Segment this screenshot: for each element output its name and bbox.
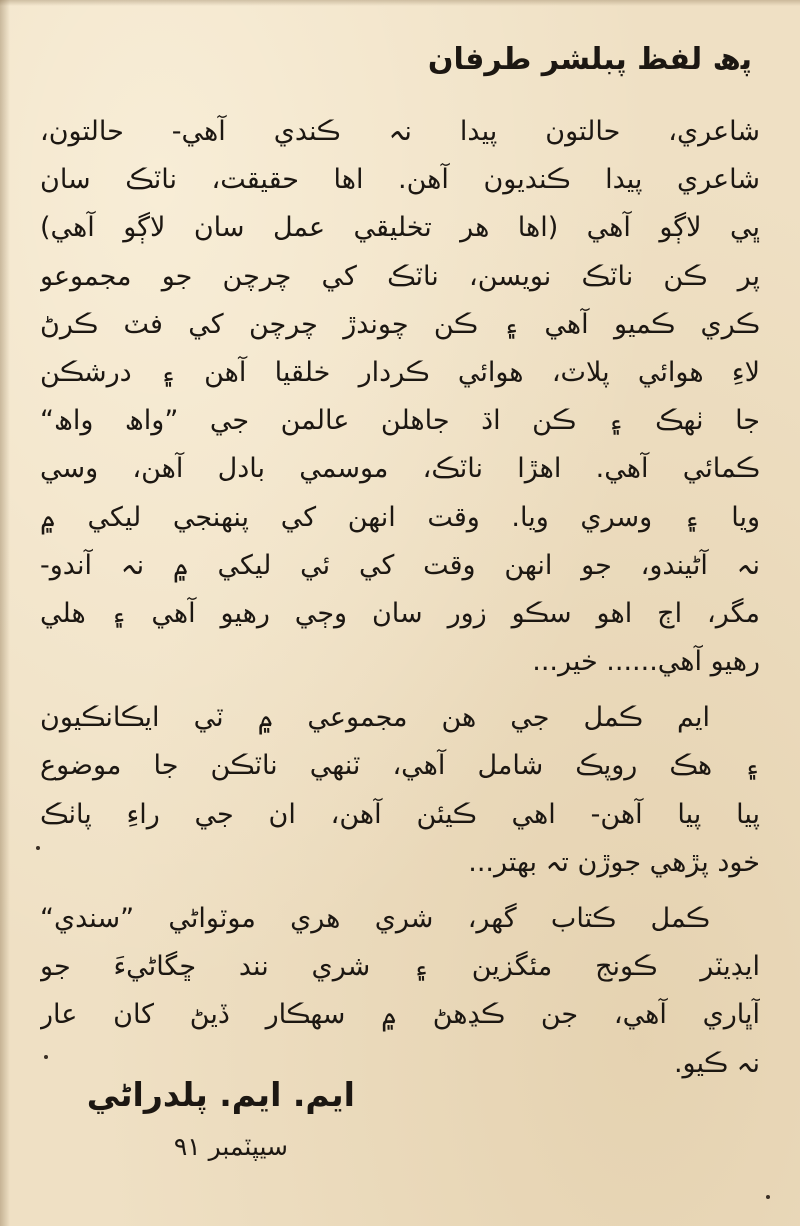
text-line: شاعري، حالتون پيدا نہ ڪندي آهي- حالتون، <box>40 116 760 147</box>
text-line: نہ آڻيندو، جو انهن وقت کي ئي ليکي ۾ نہ آندو- <box>40 549 760 581</box>
text-line: شاعري پيدا ڪنديون آهن. اها حقيقت، ناٽڪ سان <box>40 164 760 196</box>
date-line: سيپٽمبر ۹۱ <box>173 1132 288 1161</box>
paragraph-3 <box>40 895 760 1088</box>
paragraph-gap <box>40 887 760 895</box>
text-line: ڪري ڪميو آهي ۽ ڪن چوندڙ چرچن کي فٽ ڪرڻ <box>40 308 760 340</box>
text-line: ڪمائي آهي. اهڙا ناٽڪ، موسمي بادل آهن، وسي <box>40 453 760 485</box>
author-signature: ايم. ايم. ﭘﻠﺪراڻي <box>86 1075 355 1114</box>
text-line: ايڊيٽر ڪونج مئگزين ۽ شري نند ڇگاڻيءَ جو <box>40 951 760 983</box>
print-speck <box>766 1195 770 1199</box>
text-line: نہ ڪيو. <box>673 1047 760 1079</box>
text-line: پر ڪن ناٽڪ نويسن، ناٽڪ کي چرچن جو مجموعو <box>40 260 760 292</box>
print-speck <box>36 846 40 850</box>
text-line: آڀاري آهي، جن ڪڍهڻ ۾ سهڪار ڏيڻ کان عار <box>40 999 760 1031</box>
text-line: ڀي لاڳو آهي (اها هر تخليقي عمل سان لاڳو آهي) <box>40 212 760 244</box>
paragraph-2 <box>40 694 760 887</box>
text-line: ۽ هڪ روپڪ شامل آهي، ٽنهي ناٽڪن جا موضوع <box>40 750 760 782</box>
page-edge-shadow-left <box>0 0 10 1226</box>
text-line: ڪمل ڪتاب گهر، شري هري موٽواڻي ”سندي“ <box>40 903 710 934</box>
text-line: مگر، اڄ اهو سڪو زور سان وڄي رهيو آهي ۽ هلي <box>40 597 760 629</box>
text-line: ويا ۽ وسري ويا. وقت انهن کي پنهنجي ليکي ۾ <box>40 501 760 533</box>
text-line: رهيو آهي...... خير... <box>532 646 760 678</box>
text-line: ايم ڪمل جي هن مجموعي ۾ ٽي ايڪانڪيون <box>40 702 710 734</box>
paragraph-1 <box>40 108 760 686</box>
print-speck <box>44 1055 48 1059</box>
text-line: جا ٺهڪ ۽ ڪن اڌ جاهلن عالمن جي ”واھ واھ“ <box>40 405 760 437</box>
text-line: پيا پيا آهن- اهي ڪيئن آهن، ان جي راءِ پاٺڪ <box>40 798 760 830</box>
paragraph-gap <box>40 686 760 694</box>
body-text <box>40 108 760 1088</box>
page-edge-shadow-top <box>0 0 800 6</box>
page-heading: ﭘﮪ لفظ ﭘﺒﻠﺸﺮ طرفان <box>427 42 752 77</box>
text-line: خود پڙهي جوڙن تہ بهتر... <box>468 846 760 878</box>
text-line: لاءِ هوائي پلاٽ، هوائي ڪردار خلقيا آهن ۽ درشڪن <box>40 356 760 388</box>
